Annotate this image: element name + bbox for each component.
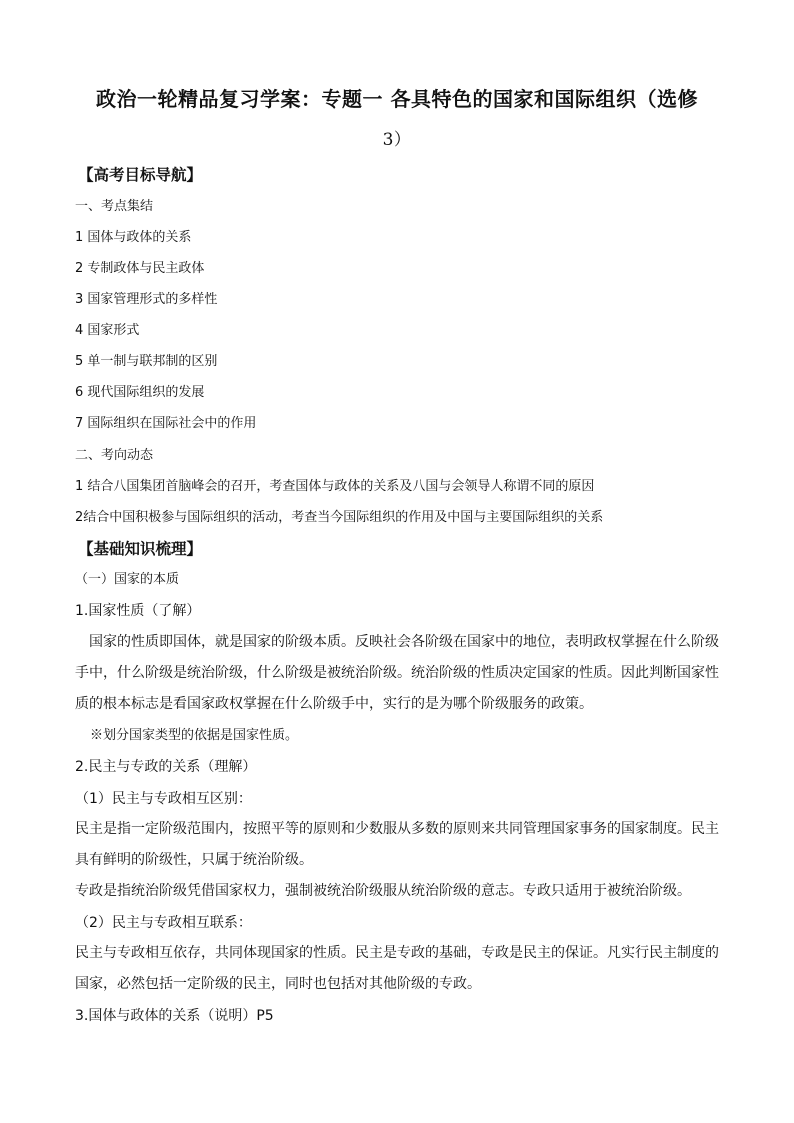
subitem-heading: （1）民主与专政相互区别：: [75, 791, 252, 807]
kaodian-item: 3 国家管理形式的多样性: [75, 292, 218, 307]
paragraph-relation: 民主与专政相互依存，共同体现国家的性质。民主是专政的基础，专政是民主的保证。凡实行民主制度的国家，必然包括一定阶级的民主，同时也包括对其他阶级的专政。: [75, 945, 719, 992]
kaodian-item: 4 国家形式: [75, 323, 140, 338]
section-heading-exam-goals: 【高考目标导航】: [78, 166, 203, 184]
kaodian-heading: 一、考点集结: [75, 199, 154, 214]
kaoxiang-item: 2结合中国积极参与国际组织的活动，考查当今国际组织的作用及中国与主要国际组织的关系: [75, 510, 604, 525]
document-title-continued: 3）: [382, 130, 412, 150]
section-heading-basics: 【基础知识梳理】: [78, 540, 203, 558]
kaoxiang-heading: 二、考向动态: [75, 448, 154, 463]
kaoxiang-item: 1 结合八国集团首脑峰会的召开，考查国体与政体的关系及八国与会领导人称谓不同的原因: [75, 479, 595, 494]
subitem-heading: （2）民主与专政相互联系：: [75, 915, 252, 931]
document-title: 政治一轮精品复习学案：专题一 各具特色的国家和国际组织（选修: [96, 87, 698, 111]
note-line: ※划分国家类型的依据是国家性质。: [90, 728, 299, 743]
paragraph-dictatorship: 专政是指统治阶级凭借国家权力，强制被统治阶级服从统治阶级的意志。专政只适用于被统治阶级。: [75, 883, 691, 899]
item-heading: 1.国家性质（了解）: [75, 603, 201, 619]
kaodian-item: 5 单一制与联邦制的区别: [75, 354, 218, 369]
kaodian-item: 2 专制政体与民主政体: [75, 261, 205, 276]
kaodian-item: 1 国体与政体的关系: [75, 230, 192, 245]
kaodian-item: 7 国际组织在国际社会中的作用: [75, 416, 257, 431]
subsection-heading: （一）国家的本质: [75, 572, 180, 587]
paragraph-state-nature: 国家的性质即国体，就是国家的阶级本质。反映社会各阶级在国家中的地位，表明政权掌握在什么阶级手中，什么阶级是统治阶级，什么阶级是被统治阶级。统治阶级的性质决定国家的性质。因此判断国家性质的根本标志是看国家政权掌握在什么阶级手中，实行的是为哪个阶级服务的政策。: [75, 634, 719, 712]
kaodian-item: 6 现代国际组织的发展: [75, 385, 205, 400]
paragraph-democracy: 民主是指一定阶级范围内，按照平等的原则和少数服从多数的原则来共同管理国家事务的国家制度。民主具有鲜明的阶级性，只属于统治阶级。: [75, 821, 719, 868]
item-heading: 2.民主与专政的关系（理解）: [75, 759, 257, 775]
item-heading: 3.国体与政体的关系（说明）P5: [75, 1008, 274, 1024]
